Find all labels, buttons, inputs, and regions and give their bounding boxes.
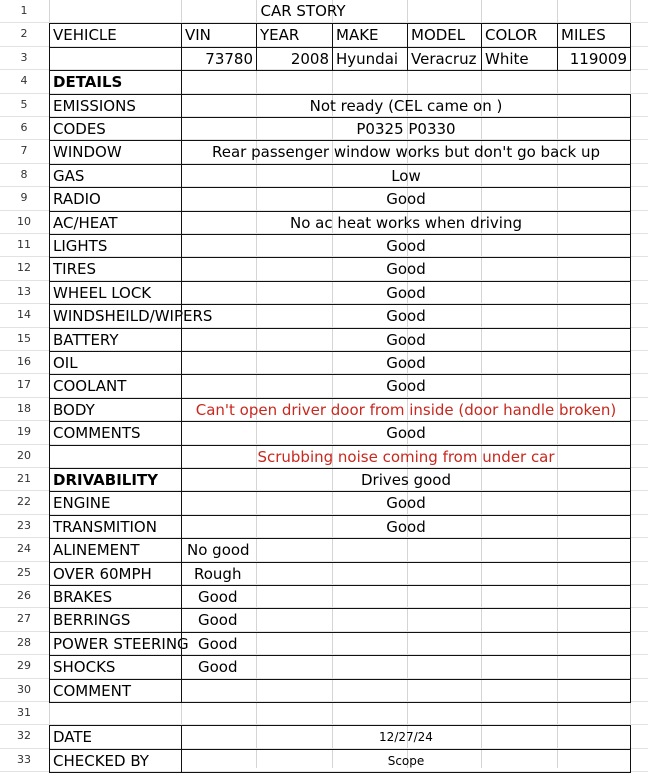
detail-label: WINDSHEILD/WIPERS	[49, 304, 182, 328]
detail-value[interactable]: Scrubbing noise coming from under car	[181, 445, 631, 469]
detail-value[interactable]: Low	[181, 164, 631, 188]
detail-label: COOLANT	[49, 374, 182, 398]
vehicle-header-cell[interactable]: VIN	[181, 23, 257, 47]
row-number: 15	[17, 331, 31, 345]
drivability-label: TRANSMITION	[49, 515, 182, 539]
detail-value[interactable]: Good	[181, 304, 631, 328]
row-number: 21	[17, 472, 31, 485]
row-number: 25	[17, 565, 31, 579]
vehicle-header-cell[interactable]: MILES	[557, 23, 631, 47]
row-number: 14	[17, 308, 31, 322]
detail-value[interactable]: Not ready (CEL came on )	[181, 94, 631, 118]
row-number: 4	[20, 74, 28, 88]
detail-label: EMISSIONS	[49, 94, 182, 118]
row-number: 8	[20, 167, 28, 181]
row-number: 11	[17, 238, 31, 251]
detail-label: AC/HEAT	[49, 211, 182, 235]
detail-label: TIRES	[49, 257, 182, 281]
vehicle-header-cell[interactable]: COLOR	[481, 23, 558, 47]
check-value[interactable]: Good	[181, 585, 631, 609]
vehicle-value-cell[interactable]: White	[481, 47, 558, 71]
sheet-title: CAR STORY	[260, 2, 346, 20]
check-value[interactable]: No good	[181, 538, 631, 562]
vehicle-header-cell[interactable]: VEHICLE	[49, 23, 182, 47]
row-number: 3	[20, 50, 28, 64]
detail-value[interactable]: Good	[181, 234, 631, 258]
detail-label: CODES	[49, 117, 182, 141]
detail-value[interactable]: Good	[181, 281, 631, 305]
drivability-label: ENGINE	[49, 491, 182, 515]
footer-label: CHECKED BY	[49, 749, 182, 773]
detail-value[interactable]: Good	[181, 351, 631, 375]
check-label: POWER STEERING	[49, 632, 182, 656]
row-number: 7	[20, 144, 28, 158]
detail-label: WINDOW	[49, 140, 182, 164]
drivability-summary[interactable]: Drives good	[181, 468, 631, 492]
row-number: 24	[17, 542, 31, 556]
row-number: 33	[17, 752, 31, 766]
row-number: 28	[17, 635, 31, 649]
vehicle-value-cell[interactable]: 2008	[256, 47, 333, 71]
detail-value[interactable]: No ac heat works when driving	[181, 211, 631, 235]
row-number: 19	[17, 425, 31, 439]
row-number: 26	[17, 589, 31, 602]
row-number: 30	[17, 682, 31, 696]
check-label: ALINEMENT	[49, 538, 182, 562]
check-value[interactable]	[181, 679, 631, 703]
row-number: 13	[17, 284, 31, 298]
check-value[interactable]: Good	[181, 608, 631, 632]
row-number: 2	[20, 27, 28, 41]
row-number: 16	[17, 355, 31, 368]
detail-label: GAS	[49, 164, 182, 188]
check-value[interactable]: Rough	[181, 562, 631, 586]
vehicle-value-cell[interactable]: 73780	[181, 47, 257, 71]
detail-value[interactable]: P0325 P0330	[181, 117, 631, 141]
detail-label: BODY	[49, 398, 182, 422]
check-label: BERRINGS	[49, 608, 182, 632]
detail-value[interactable]: Good	[181, 374, 631, 398]
detail-label: LIGHTS	[49, 234, 182, 258]
detail-label: OIL	[49, 351, 182, 375]
row-number: 29	[17, 659, 31, 673]
detail-label: WHEEL LOCK	[49, 281, 182, 305]
row-number: 12	[17, 261, 31, 275]
check-label: OVER 60MPH	[49, 562, 182, 586]
row-number: 23	[17, 518, 31, 532]
detail-label: BATTERY	[49, 328, 182, 352]
row-number: 27	[17, 612, 31, 626]
vehicle-header-cell[interactable]: MAKE	[332, 23, 408, 47]
vehicle-header-cell[interactable]: MODEL	[407, 23, 482, 47]
row-number: 18	[17, 401, 31, 415]
row-number: 31	[17, 706, 31, 719]
row-number: 9	[20, 191, 28, 205]
detail-value[interactable]: Rear passenger window works but don't go back up	[181, 140, 631, 164]
row-number: 32	[17, 729, 31, 743]
detail-value[interactable]: Good	[181, 421, 631, 445]
detail-value[interactable]: Good	[181, 328, 631, 352]
vehicle-value-cell[interactable]: Veracruz	[407, 47, 482, 71]
row-number: 10	[17, 214, 31, 228]
drivability-value[interactable]: Good	[181, 491, 631, 515]
check-value[interactable]: Good	[181, 632, 631, 656]
vehicle-value-cell[interactable]: Hyundai	[332, 47, 408, 71]
details-header: DETAILS	[49, 70, 182, 94]
vehicle-value-cell[interactable]: 119009	[557, 47, 631, 71]
row-number: 17	[17, 378, 31, 392]
drivability-value[interactable]: Good	[181, 515, 631, 539]
detail-label: RADIO	[49, 187, 182, 211]
check-label: BRAKES	[49, 585, 182, 609]
row-number: 5	[20, 97, 28, 111]
check-label: SHOCKS	[49, 655, 182, 679]
footer-label: DATE	[49, 725, 182, 749]
row-number: 22	[17, 495, 31, 509]
detail-label	[49, 445, 182, 469]
detail-label: COMMENTS	[49, 421, 182, 445]
footer-value[interactable]: 12/27/24	[181, 725, 631, 749]
vehicle-header-cell[interactable]: YEAR	[256, 23, 333, 47]
drivability-header: DRIVABILITY	[49, 468, 182, 492]
vehicle-value-cell[interactable]	[49, 47, 182, 71]
row-number: 1	[20, 4, 28, 17]
check-label: COMMENT	[49, 679, 182, 703]
row-number: 6	[20, 121, 28, 134]
detail-value[interactable]: Good	[181, 187, 631, 211]
detail-value[interactable]: Can't open driver door from inside (door handle broken)	[181, 398, 631, 422]
footer-value[interactable]: Scope	[181, 749, 631, 773]
detail-value[interactable]: Good	[181, 257, 631, 281]
check-value[interactable]: Good	[181, 655, 631, 679]
row-number: 20	[17, 448, 31, 462]
